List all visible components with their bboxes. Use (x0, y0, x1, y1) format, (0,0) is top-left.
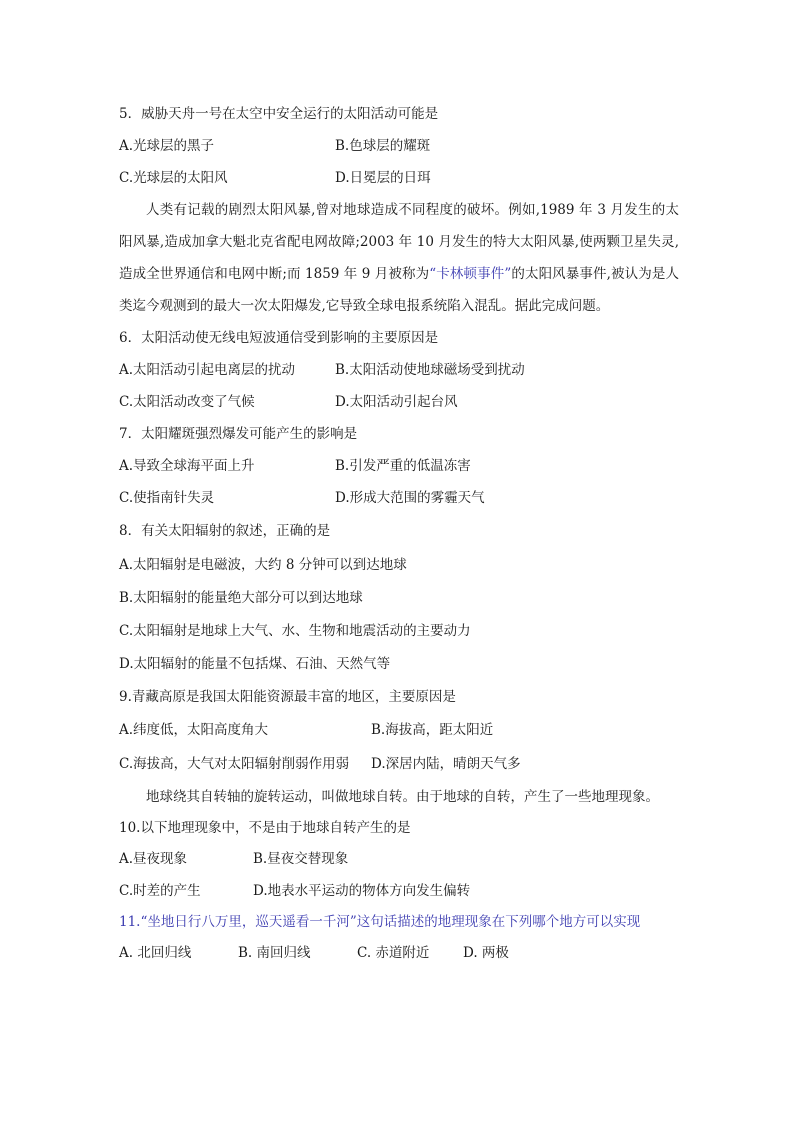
q10-stem: 10.以下地理现象中，不是由于地球自转产生的是 (119, 820, 411, 836)
q6-option-d: D.太阳活动引起台风 (335, 394, 458, 410)
q6-option-a: A.太阳活动引起电离层的扰动 (119, 362, 296, 378)
q11-option-b: B. 南回归线 (238, 945, 311, 961)
q10-option-a: A.昼夜现象 (119, 851, 188, 867)
q5-option-d: D.日冕层的日珥 (335, 170, 431, 186)
reading-passage-earth-rotation: 地球绕其自转轴的旋转运动，叫做地球自转。由于地球的自转，产生了一些地理现象。 (146, 789, 659, 805)
q5-option-b: B.色球层的耀斑 (335, 138, 431, 154)
passage-text-part2: 的太阳风暴事件,被认为是人类迄今观测到的最大一次太阳爆发,它导致全球电报系统陷入混乱。据此完成问题。 (119, 266, 679, 314)
q8-option-b: B.太阳辐射的能量绝大部分可以到达地球 (119, 590, 363, 606)
q6-option-c: C.太阳活动改变了气候 (119, 394, 255, 410)
q10-option-d: D.地表水平运动的物体方向发生偏转 (253, 883, 471, 899)
q5-option-a: A.光球层的黑子 (119, 138, 215, 154)
q9-option-a: A.纬度低，太阳高度角大 (119, 722, 269, 738)
passage-text-part1: 人类有记载的剧烈太阳风暴,曾对地球造成不同程度的破坏。例如,1989 年 3 月发生的太阳风暴,造成加拿大魁北克省配电网故障;2003 年 10 月发生的特大太阳风暴,使两颗卫星失灵,造成全世界通信和电网中断;而 1859 年 9 月被称为 (119, 202, 679, 282)
q9-option-c: C.海拔高，大气对太阳辐射削弱作用弱 (119, 756, 350, 772)
q9-stem: 9.青藏高原是我国太阳能资源最丰富的地区，主要原因是 (119, 689, 456, 705)
q7-option-d: D.形成大范围的雾霾天气 (335, 490, 485, 506)
q6-stem: 6．太阳活动使无线电短波通信受到影响的主要原因是 (119, 330, 439, 346)
q11-stem: 11.“坐地日行八万里，巡天遥看一千河”这句话描述的地理现象在下列哪个地方可以实现 (119, 914, 641, 930)
q7-option-a: A.导致全球海平面上升 (119, 458, 255, 474)
q5-option-c: C.光球层的太阳风 (119, 170, 228, 186)
q8-option-c: C.太阳辐射是地球上大气、水、生物和地震活动的主要动力 (119, 623, 471, 639)
q11-option-d: D. 两极 (463, 945, 509, 961)
q5-stem: 5．威胁天舟一号在太空中安全运行的太阳活动可能是 (119, 106, 439, 122)
passage-highlight-carrington: “卡林顿事件” (429, 266, 512, 282)
q6-option-b: B.太阳活动使地球磁场受到扰动 (335, 362, 525, 378)
q8-stem: 8．有关太阳辐射的叙述，正确的是 (119, 523, 331, 539)
q10-option-c: C.时差的产生 (119, 883, 201, 899)
q8-option-d: D.太阳辐射的能量不包括煤、石油、天然气等 (119, 656, 391, 672)
q7-option-c: C.使指南针失灵 (119, 490, 215, 506)
q9-option-b: B.海拔高，距太阳近 (371, 722, 494, 738)
q8-option-a: A.太阳辐射是电磁波，大约 8 分钟可以到达地球 (119, 557, 407, 573)
q7-stem: 7．太阳耀斑强烈爆发可能产生的影响是 (119, 426, 358, 442)
q9-option-d: D.深居内陆，晴朗天气多 (371, 756, 521, 772)
q10-option-b: B.昼夜交替现象 (253, 851, 349, 867)
q11-option-c: C. 赤道附近 (357, 945, 430, 961)
q7-option-b: B.引发严重的低温冻害 (335, 458, 471, 474)
q11-option-a: A. 北回归线 (119, 945, 192, 961)
reading-passage-solar-storm (119, 194, 679, 322)
